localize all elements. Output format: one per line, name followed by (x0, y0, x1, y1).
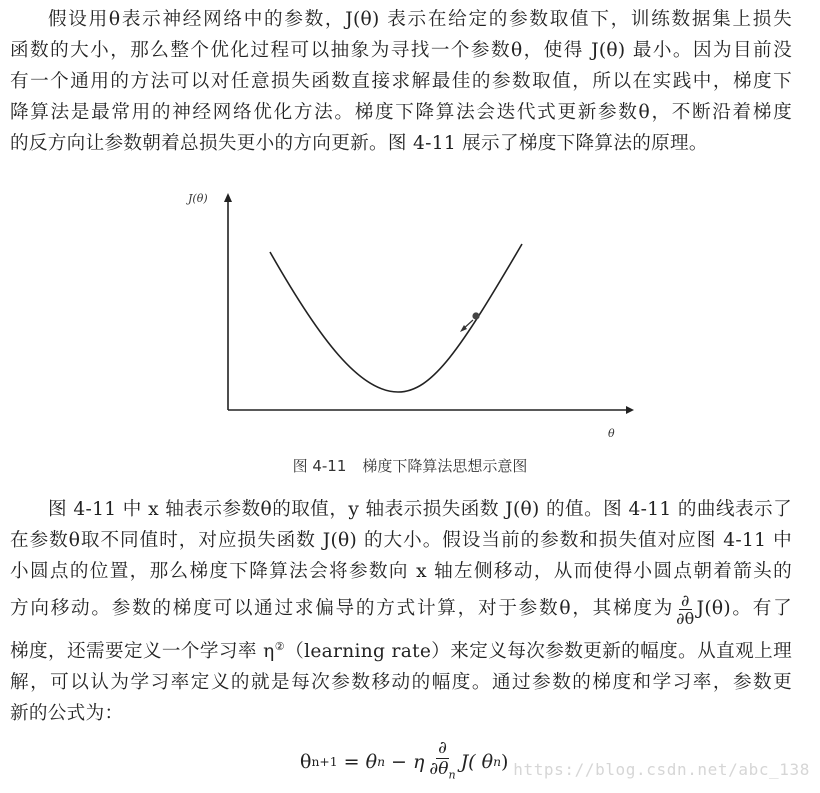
y-axis-label: J(θ) (188, 192, 208, 205)
caption-text: 梯度下降算法思想示意图 (362, 457, 528, 475)
formula-frac-den (427, 759, 457, 785)
paragraph-line: 图 4-11 中 x 轴表示参数θ的取值，y 轴表示损失函数 J(θ) 的值。图 4-11 的曲线表示了 (48, 499, 792, 520)
text-span: 梯度，还需要定义一个学习率 η (10, 641, 275, 663)
caption-number: 图 4-11 (292, 457, 347, 475)
formula-lhs-sub: n+1 (311, 755, 338, 769)
current-point-dot (472, 312, 479, 319)
formula-frac-den-text: ∂θ (429, 759, 449, 780)
x-axis-arrow (626, 406, 634, 414)
paragraph-line: 小圆点的位置，那么梯度下降算法会将参数向 x 轴左侧移动，从而使得小圆点朝着箭头的 (10, 561, 792, 582)
paragraph-line: 的反方向让参数朝着总损失更小的方向更新。图 4-11 展示了梯度下降算法的原理。 (10, 133, 708, 154)
fraction-denominator: ∂θ (676, 608, 695, 628)
paragraph-line: 假设用θ表示神经网络中的参数，J(θ) 表示在给定的参数取值下，训练数据集上损失 (48, 9, 792, 30)
paragraph-gradient-explanation (10, 494, 792, 729)
y-axis-arrow (224, 193, 232, 202)
paragraph-line (10, 631, 792, 667)
partial-derivative-fraction (676, 592, 695, 627)
formula-lhs: θ (300, 751, 312, 773)
paragraph-line: 函数的大小，那么整个优化过程可以抽象为寻找一个参数θ，使得 J(θ) 最小。因为目前没 (10, 40, 792, 61)
formula-rhs: J( θ (460, 751, 494, 773)
formula-fraction (427, 738, 457, 785)
gradient-descent-figure (170, 180, 640, 450)
figure-caption (0, 455, 820, 476)
formula-frac-den-sub: n (448, 768, 456, 782)
fraction-numerator: ∂ (681, 590, 690, 610)
update-formula (300, 734, 508, 790)
formula-rhs-sub: n (493, 755, 502, 769)
formula-frac-num: ∂ (438, 738, 447, 759)
paragraph-line: 新的公式为： (10, 703, 124, 725)
text-span: （learning rate）来定义每次参数更新的幅度。从直观上理 (285, 641, 792, 663)
paragraph-line-with-fraction (10, 587, 792, 631)
loss-curve-diagram (170, 180, 640, 450)
x-axis-label: θ (608, 427, 615, 440)
paragraph-gradient-descent-intro (10, 4, 792, 159)
paragraph-line: 解，可以认为学习率定义的就是每次参数移动的幅度。通过参数的梯度和学习率，参数更 (10, 672, 792, 694)
footnote-marker: ② (274, 640, 286, 653)
watermark-url: https://blog.csdn.net/abc_138 (513, 760, 810, 779)
text-span: J(θ)。有了 (696, 598, 792, 619)
formula-rhs-close: ) (501, 751, 509, 773)
loss-curve (270, 244, 522, 392)
formula-theta-sub: n (377, 755, 386, 769)
paragraph-line: 在参数θ取不同值时，对应损失函数 J(θ) 的大小。假设当前的参数和损失值对应图 4-11 中 (10, 530, 792, 551)
paragraph-line: 降算法是最常用的神经网络优化方法。梯度下降算法会迭代式更新参数θ，不断沿着梯度 (10, 102, 792, 123)
paragraph-line: 有一个通用的方法可以对任意损失函数直接求解最佳的参数取值，所以在实践中，梯度下 (10, 71, 792, 92)
formula-eq: = θ (337, 751, 378, 773)
formula-minus-eta: − η (385, 751, 425, 773)
text-span: 方向移动。参数的梯度可以通过求偏导的方式计算，对于参数θ，其梯度为 (10, 598, 675, 619)
